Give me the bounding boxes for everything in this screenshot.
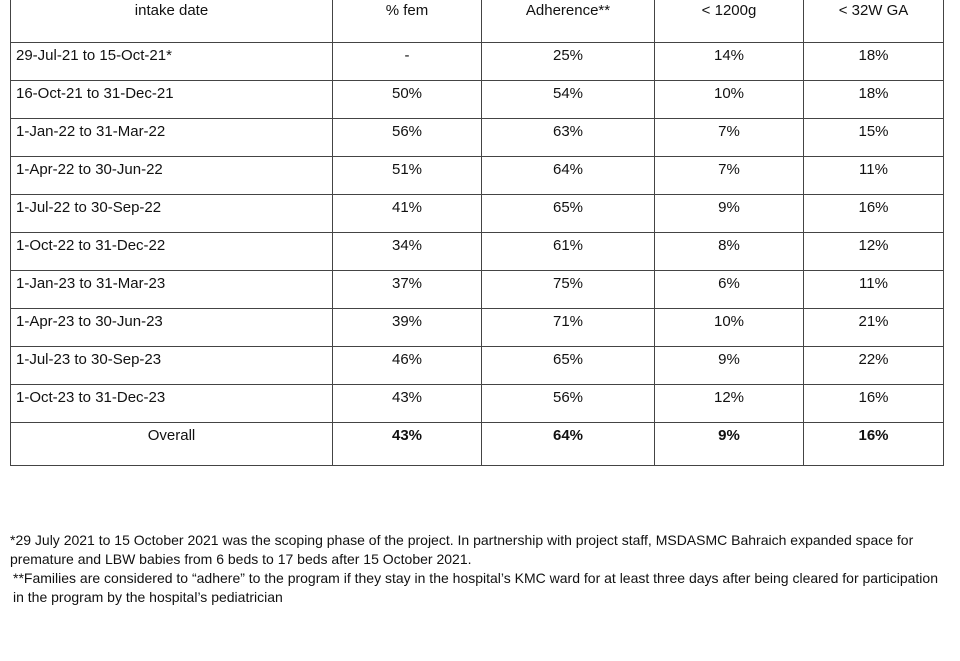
cell-intake-date: 1-Jan-23 to 31-Mar-23 xyxy=(11,270,333,308)
table-row xyxy=(11,80,944,118)
cell-intake-date: 1-Jul-22 to 30-Sep-22 xyxy=(11,194,333,232)
table-row xyxy=(11,194,944,232)
cell-pct-fem: 34% xyxy=(333,232,482,270)
cell-intake-date: 1-Apr-22 to 30-Jun-22 xyxy=(11,156,333,194)
overall-under-32w-ga: 16% xyxy=(804,422,944,465)
table-row xyxy=(11,308,944,346)
table-row xyxy=(11,270,944,308)
cell-intake-date: 1-Jul-23 to 30-Sep-23 xyxy=(11,346,333,384)
table-body xyxy=(11,42,944,465)
cell-under-32w-ga: 11% xyxy=(804,156,944,194)
cell-adherence: 25% xyxy=(482,42,655,80)
cell-adherence: 71% xyxy=(482,308,655,346)
cell-under-1200g: 6% xyxy=(655,270,804,308)
cell-under-1200g: 10% xyxy=(655,308,804,346)
cell-intake-date: 1-Oct-23 to 31-Dec-23 xyxy=(11,384,333,422)
cell-adherence: 65% xyxy=(482,194,655,232)
header-intake-date: intake date xyxy=(11,0,333,42)
cell-adherence: 64% xyxy=(482,156,655,194)
header-under-1200g: < 1200g xyxy=(655,0,804,42)
overall-under-1200g: 9% xyxy=(655,422,804,465)
cell-pct-fem: 39% xyxy=(333,308,482,346)
cell-pct-fem: 46% xyxy=(333,346,482,384)
cell-pct-fem: 51% xyxy=(333,156,482,194)
cell-under-1200g: 8% xyxy=(655,232,804,270)
intake-table xyxy=(10,0,944,466)
table-row xyxy=(11,118,944,156)
cell-adherence: 75% xyxy=(482,270,655,308)
table-row xyxy=(11,384,944,422)
footnote-adherence: **Families are considered to “adhere” to the program if they stay in the hospital’s KMC ward for at least three days after being cleared for participation in the program by the hospital’s pediatrician xyxy=(13,570,938,605)
cell-under-1200g: 12% xyxy=(655,384,804,422)
cell-under-1200g: 7% xyxy=(655,118,804,156)
cell-intake-date: 1-Jan-22 to 31-Mar-22 xyxy=(11,118,333,156)
footnotes xyxy=(10,531,940,607)
cell-pct-fem: 56% xyxy=(333,118,482,156)
cell-intake-date: 29-Jul-21 to 15-Oct-21* xyxy=(11,42,333,80)
overall-label: Overall xyxy=(11,422,333,465)
cell-adherence: 61% xyxy=(482,232,655,270)
overall-adherence: 64% xyxy=(482,422,655,465)
table-header xyxy=(11,0,944,42)
cell-adherence: 54% xyxy=(482,80,655,118)
cell-under-32w-ga: 11% xyxy=(804,270,944,308)
table-row xyxy=(11,156,944,194)
cell-under-32w-ga: 22% xyxy=(804,346,944,384)
cell-under-1200g: 9% xyxy=(655,346,804,384)
overall-row xyxy=(11,422,944,465)
cell-pct-fem: - xyxy=(333,42,482,80)
table-row xyxy=(11,346,944,384)
cell-under-32w-ga: 15% xyxy=(804,118,944,156)
cell-under-32w-ga: 21% xyxy=(804,308,944,346)
cell-pct-fem: 50% xyxy=(333,80,482,118)
header-adherence: Adherence** xyxy=(482,0,655,42)
cell-under-1200g: 10% xyxy=(655,80,804,118)
cell-pct-fem: 37% xyxy=(333,270,482,308)
cell-under-32w-ga: 16% xyxy=(804,194,944,232)
cell-intake-date: 1-Oct-22 to 31-Dec-22 xyxy=(11,232,333,270)
cell-pct-fem: 41% xyxy=(333,194,482,232)
header-pct-fem: % fem xyxy=(333,0,482,42)
footnote-scoping: *29 July 2021 to 15 October 2021 was the scoping phase of the project. In partnership with project staff, MSDASMC Bahraich expanded space for premature and LBW babies from 6 beds to 17 beds after 15 October 2021. xyxy=(10,532,914,567)
cell-adherence: 63% xyxy=(482,118,655,156)
table-row xyxy=(11,232,944,270)
cell-under-1200g: 9% xyxy=(655,194,804,232)
cell-under-1200g: 7% xyxy=(655,156,804,194)
header-under-32w-ga: < 32W GA xyxy=(804,0,944,42)
cell-under-32w-ga: 12% xyxy=(804,232,944,270)
cell-under-32w-ga: 18% xyxy=(804,42,944,80)
cell-under-1200g: 14% xyxy=(655,42,804,80)
header-row xyxy=(11,0,944,42)
cell-under-32w-ga: 16% xyxy=(804,384,944,422)
overall-pct-fem: 43% xyxy=(333,422,482,465)
cell-intake-date: 16-Oct-21 to 31-Dec-21 xyxy=(11,80,333,118)
cell-pct-fem: 43% xyxy=(333,384,482,422)
cell-adherence: 65% xyxy=(482,346,655,384)
cell-adherence: 56% xyxy=(482,384,655,422)
cell-intake-date: 1-Apr-23 to 30-Jun-23 xyxy=(11,308,333,346)
table-row xyxy=(11,42,944,80)
cell-under-32w-ga: 18% xyxy=(804,80,944,118)
